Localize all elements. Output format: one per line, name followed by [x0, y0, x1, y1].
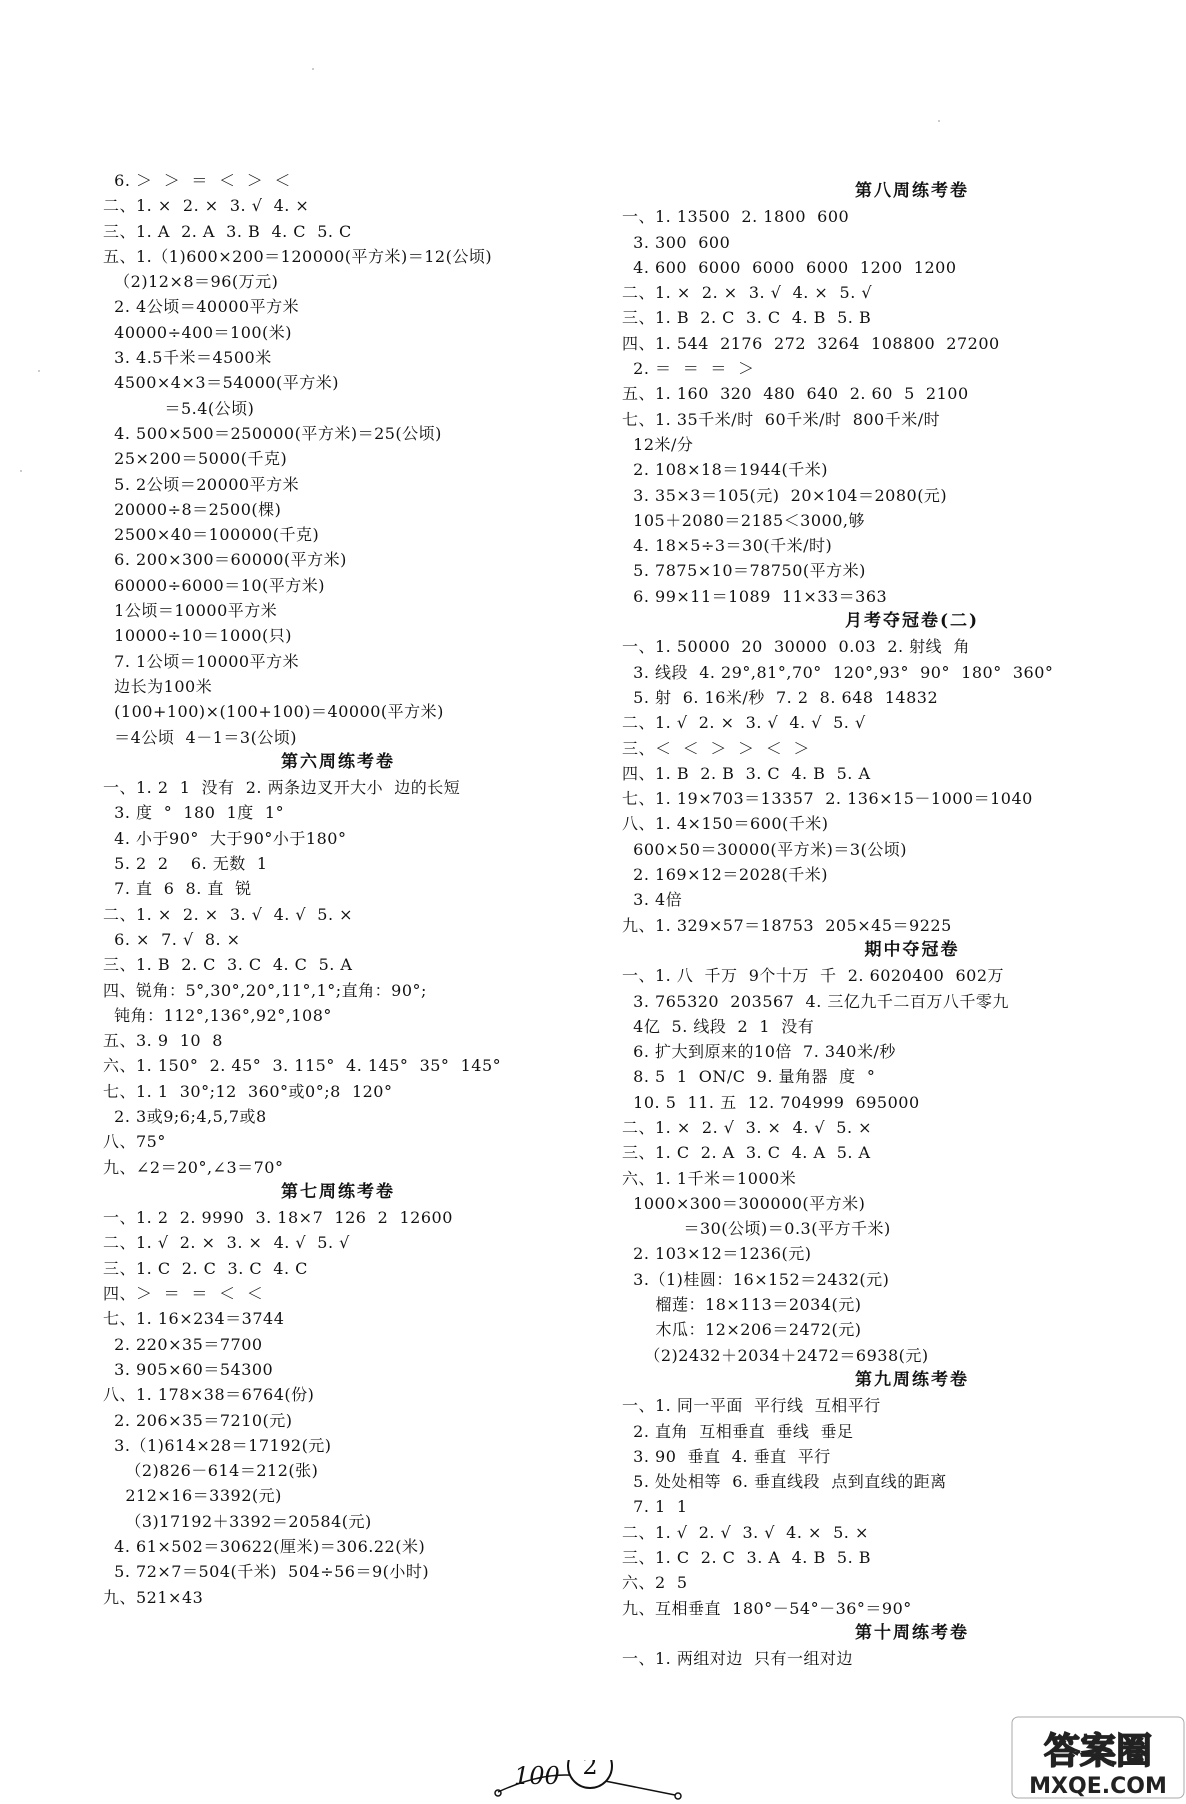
section-heading: 月考夺冠卷(二) [844, 611, 980, 632]
answer-line: 4. 小于90° 大于90°小于180° [103, 828, 347, 848]
answer-line: 七、1. 35千米/时 60千米/时 800千米/时 [622, 409, 941, 429]
answer-line: 七、1. 1 30°;12 360°或0°;8 120° [103, 1081, 393, 1101]
answer-line: 六、2 5 [622, 1573, 688, 1593]
answer-line: 二、1. × 2. × 3. √ 4. × 5. √ [622, 283, 873, 303]
answer-line: 三、1. A 2. A 3. B 4. C 5. C [103, 221, 352, 241]
answer-line: 三、1. B 2. C 3. C 4. B 5. B [622, 308, 872, 328]
answer-line: 20000÷8＝2500(棵) [103, 499, 282, 519]
answer-line: 一、1. 2 1 没有 2. 两条边叉开大小 边的长短 [103, 778, 461, 798]
answer-line: 5. 2 2 6. 无数 1 [103, 854, 268, 874]
answer-line: 2. 108×18＝1944(千米) [622, 460, 829, 480]
answer-line: 6. ＞ ＞ ＝ ＜ ＞ ＜ [103, 171, 291, 190]
answer-line: 3. 度 ° 180 1度 1° [103, 803, 285, 823]
answer-line: 一、1. 八 千万 9个十万 千 2. 6020400 602万 [622, 966, 1005, 986]
answer-line: 3. 300 600 [622, 232, 731, 252]
answer-line: 2. 直角 互相垂直 垂线 垂足 [622, 1421, 854, 1441]
answer-line: 3. 4倍 [622, 890, 683, 910]
scan-speck [938, 120, 940, 122]
answer-line: 8. 5 1 ON/C 9. 量角器 度 ° [622, 1067, 876, 1087]
answer-line: 三、1. C 2. A 3. C 4. A 5. A [622, 1143, 871, 1163]
answer-line: 105＋2080＝2185＜3000,够 [622, 510, 865, 530]
answer-line: 2. 103×12＝1236(元) [622, 1244, 812, 1264]
answer-line: 212×16＝3392(元) [103, 1486, 282, 1506]
answer-line: 三、1. B 2. C 3. C 4. C 5. A [103, 955, 353, 975]
answer-line: 九、互相垂直 180°－54°－36°＝90° [622, 1598, 912, 1618]
answer-line: 三、1. C 2. C 3. A 4. B 5. B [622, 1548, 872, 1568]
section-heading: 第九周练考卷 [855, 1369, 969, 1390]
answer-line: 七、1. 16×234＝3744 [103, 1309, 285, 1329]
answer-line: 1公顷＝10000平方米 [103, 601, 278, 621]
answer-line: （2)12×8＝96(万元) [103, 272, 279, 292]
answer-line: 1000×300＝300000(平方米) [622, 1193, 866, 1213]
answer-line: 5. 射 6. 16米/秒 7. 2 8. 648 14832 [622, 687, 939, 707]
answer-line: 一、1. 两组对边 只有一组对边 [622, 1649, 854, 1669]
watermark-logo [1010, 1715, 1186, 1800]
answer-line: （3)17192＋3392＝20584(元) [103, 1511, 372, 1531]
scan-speck [20, 470, 22, 472]
answer-line: 一、1. 13500 2. 1800 600 [622, 207, 850, 227]
answer-line: 3. 4.5千米＝4500米 [103, 348, 272, 368]
answer-line: 八、1. 178×38＝6764(份) [103, 1385, 315, 1405]
answer-line: 5. 2公顷＝20000平方米 [103, 474, 300, 494]
answer-line: 10000÷10＝1000(只) [103, 626, 293, 646]
answer-line: 五、1. 160 320 480 640 2. 60 5 2100 [622, 384, 969, 404]
answer-line: 四、＞ ＝ ＝ ＜ ＜ [103, 1284, 264, 1304]
section-heading: 第七周练考卷 [281, 1181, 395, 1202]
answer-line: 三、＜ ＜ ＞ ＞ ＜ ＞ [622, 738, 810, 758]
answer-line: 4亿 5. 线段 2 1 没有 [622, 1016, 815, 1036]
scan-speck [38, 370, 40, 372]
answer-line: 2. 220×35＝7700 [103, 1334, 263, 1354]
answer-line: 二、1. √ 2. × 3. √ 4. √ 5. √ [622, 713, 866, 733]
answer-line: 3. 765320 203567 4. 三亿九千二百万八千零九 [622, 991, 1009, 1011]
answer-line: 40000÷400＝100(米) [103, 322, 293, 342]
badge-text: 100 [514, 1762, 560, 1790]
answer-line: 九、521×43 [103, 1587, 204, 1607]
answer-line: 3. 905×60＝54300 [103, 1359, 274, 1379]
answer-line: 一、1. 同一平面 平行线 互相平行 [622, 1396, 881, 1416]
answer-line: 八、1. 4×150＝600(千米) [622, 814, 829, 834]
answer-line: 九、∠2＝20°,∠3＝70° [103, 1157, 284, 1177]
answer-line: 边长为100米 [103, 676, 213, 696]
answer-line: 4. 500×500＝250000(平方米)＝25(公顷) [103, 423, 442, 443]
answer-line: 3.（1)614×28＝17192(元) [103, 1435, 332, 1455]
answer-line: 6. 扩大到原来的10倍 7. 340米/秒 [622, 1042, 896, 1062]
right-column [622, 179, 1162, 1672]
answer-line: 7. 1 1 [622, 1497, 688, 1517]
watermark-en: MXQE.COM [1029, 1774, 1167, 1799]
answer-line: 三、1. C 2. C 3. C 4. C [103, 1258, 308, 1278]
answer-line: ＝5.4(公顷) [103, 398, 255, 418]
answer-line: 四、1. 544 2176 272 3264 108800 27200 [622, 333, 1000, 353]
answer-line: 10. 5 11. 五 12. 704999 695000 [622, 1092, 920, 1112]
answer-line: 7. 直 6 8. 直 锐 [103, 879, 252, 899]
answer-line: 600×50＝30000(平方米)＝3(公顷) [622, 839, 908, 859]
answer-line: 2. 4公顷＝40000平方米 [103, 297, 300, 317]
page-footer [490, 1760, 690, 1800]
answer-line: 4500×4×3＝54000(平方米) [103, 373, 339, 393]
answer-line: 四、1. B 2. B 3. C 4. B 5. A [622, 763, 871, 783]
answer-line: 5. 72×7＝504(千米) 504÷56＝9(小时) [103, 1562, 430, 1582]
answer-line: 3. 线段 4. 29°,81°,70° 120°,93° 90° 180° 360° [622, 662, 1054, 682]
answer-line: （2)2432＋2034＋2472＝6938(元) [622, 1345, 929, 1365]
answer-line: 2. 206×35＝7210(元) [103, 1410, 293, 1430]
answer-line: 7. 1公顷＝10000平方米 [103, 651, 300, 671]
answer-line: 二、1. √ 2. √ 3. √ 4. × 5. × [622, 1522, 869, 1542]
answer-line: ＝4公顷 4－1＝3(公顷) [103, 727, 298, 747]
watermark-cn: 答案圈 [1043, 1731, 1153, 1772]
page-number: 2 [582, 1760, 598, 1780]
answer-line: 25×200＝5000(千克) [103, 449, 288, 469]
answer-line: 2. 3或9;6;4,5,7或8 [103, 1106, 267, 1126]
answer-line: 七、1. 19×703＝13357 2. 136×15－1000＝1040 [622, 789, 1033, 809]
answer-line: 60000÷6000＝10(平方米) [103, 575, 326, 595]
answer-line: 六、1. 150° 2. 45° 3. 115° 4. 145° 35° 145° [103, 1056, 502, 1076]
section-heading: 第八周练考卷 [855, 181, 969, 201]
answer-line: 4. 600 6000 6000 6000 1200 1200 [622, 257, 957, 277]
answer-line: 榴莲：18×113＝2034(元) [622, 1295, 862, 1315]
answer-line: 二、1. × 2. √ 3. × 4. √ 5. × [622, 1117, 873, 1137]
answer-line: 二、1. × 2. × 3. √ 4. √ 5. × [103, 904, 354, 924]
scan-speck [312, 68, 314, 70]
answer-line: 八、75° [103, 1132, 166, 1152]
answer-line: 4. 61×502＝30622(厘米)＝306.22(米) [103, 1537, 426, 1557]
section-heading: 第六周练考卷 [281, 751, 395, 772]
answer-line: 3. 90 垂直 4. 垂直 平行 [622, 1446, 831, 1466]
answer-line: 一、1. 50000 20 30000 0.03 2. 射线 角 [622, 637, 970, 657]
answer-line: 3. 35×3＝105(元) 20×104＝2080(元) [622, 485, 948, 505]
answer-line: 2. 169×12＝2028(千米) [622, 865, 829, 885]
answer-line: 5. 处处相等 6. 垂直线段 点到直线的距离 [622, 1472, 947, 1492]
answer-line: 3.（1)桂圆：16×152＝2432(元) [622, 1269, 890, 1289]
answer-line: 6. 200×300＝60000(平方米) [103, 550, 347, 570]
answer-line: 6. 99×11＝1089 11×33＝363 [622, 586, 888, 606]
answer-line: 2500×40＝100000(千克) [103, 525, 320, 545]
answer-line: 钝角：112°,136°,92°,108° [103, 1005, 332, 1025]
page-number-badge-icon [490, 1760, 690, 1800]
left-column [103, 168, 603, 1610]
section-heading: 第十周练考卷 [855, 1622, 969, 1643]
answer-line: 五、1.（1)600×200＝120000(平方米)＝12(公顷) [103, 246, 493, 266]
answer-line: 12米/分 [622, 434, 694, 454]
answer-line: 二、1. √ 2. × 3. × 4. √ 5. √ [103, 1233, 350, 1253]
answer-line: 五、3. 9 10 8 [103, 1031, 223, 1051]
answer-line: 6. × 7. √ 8. × [103, 929, 241, 949]
answer-line: 2. ＝ ＝ ＝ ＞ [622, 359, 755, 379]
answer-line: (100+100)×(100+100)＝40000(平方米) [103, 702, 444, 722]
answer-line: 二、1. × 2. × 3. √ 4. × [103, 196, 310, 216]
answer-line: 木瓜：12×206＝2472(元) [622, 1320, 862, 1340]
answer-line: ＝30(公顷)＝0.3(平方千米) [622, 1219, 891, 1239]
answer-line: 一、1. 2 2. 9990 3. 18×7 126 2 12600 [103, 1208, 453, 1228]
answer-line: （2)826－614＝212(张) [103, 1461, 319, 1481]
answer-line: 5. 7875×10＝78750(平方米) [622, 561, 866, 581]
section-heading: 期中夺冠卷 [864, 939, 960, 960]
answer-line: 六、1. 1千米＝1000米 [622, 1168, 797, 1188]
answer-line: 九、1. 329×57＝18753 205×45＝9225 [622, 915, 952, 935]
answer-line: 四、锐角：5°,30°,20°,11°,1°;直角：90°; [103, 980, 427, 1000]
answer-line: 4. 18×5÷3＝30(千米/时) [622, 536, 833, 556]
